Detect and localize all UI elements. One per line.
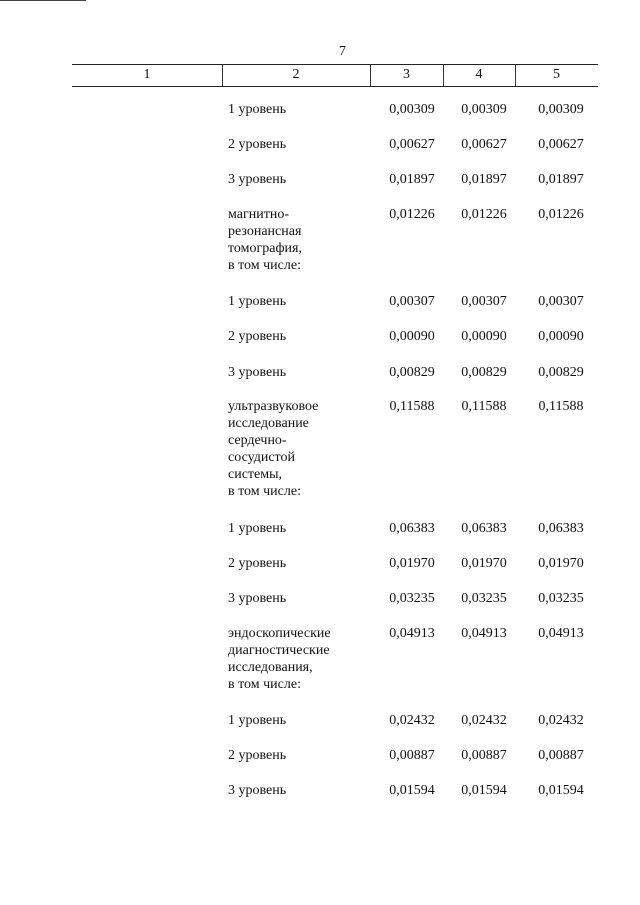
value-col-5: 0,01226 <box>538 207 584 222</box>
value-col-4: 0,03235 <box>461 591 507 606</box>
value-col-5: 0,00829 <box>538 365 584 380</box>
value-col-5: 0,03235 <box>538 591 584 606</box>
value-col-3: 0,03235 <box>389 591 435 606</box>
value-col-4: 0,04913 <box>461 626 507 641</box>
value-col-3: 0,00307 <box>389 294 435 309</box>
row-label: магнитно- резонансная томография, в том числе: <box>228 207 302 273</box>
value-col-5: 0,06383 <box>538 521 584 536</box>
row-label: ультразвуковое исследование сердечно- сосудистой системы, в том числе: <box>228 399 319 499</box>
value-col-5: 0,00090 <box>538 329 584 344</box>
row-label: 1 уровень <box>228 713 287 728</box>
value-col-3: 0,00627 <box>389 137 435 152</box>
value-col-4: 0,00887 <box>461 748 507 763</box>
column-header-5: 5 <box>553 67 560 82</box>
value-col-5: 0,00627 <box>538 137 584 152</box>
row-label: 2 уровень <box>228 748 287 763</box>
column-header-3: 3 <box>403 67 410 82</box>
value-col-5: 0,02432 <box>538 713 584 728</box>
value-col-3: 0,01897 <box>389 172 435 187</box>
value-col-5: 0,01970 <box>538 556 584 571</box>
value-col-3: 0,02432 <box>389 713 435 728</box>
value-col-3: 0,04913 <box>389 626 435 641</box>
page-number: 7 <box>339 44 346 59</box>
value-col-5: 0,04913 <box>538 626 584 641</box>
value-col-4: 0,01970 <box>461 556 507 571</box>
row-label: 1 уровень <box>228 521 287 536</box>
value-col-4: 0,00307 <box>461 294 507 309</box>
value-col-4: 0,01226 <box>461 207 507 222</box>
value-col-4: 0,00829 <box>461 365 507 380</box>
column-header-4: 4 <box>475 67 483 82</box>
value-col-3: 0,01594 <box>389 783 435 798</box>
column-header-1: 1 <box>143 67 151 82</box>
value-col-3: 0,00090 <box>389 329 435 344</box>
row-label: 2 уровень <box>228 329 287 344</box>
value-col-4: 0,06383 <box>461 521 507 536</box>
value-col-5: 0,01594 <box>538 783 584 798</box>
row-label: 3 уровень <box>228 365 287 380</box>
row-label: 1 уровень <box>228 294 287 309</box>
value-col-3: 0,00887 <box>389 748 435 763</box>
value-col-5: 0,11588 <box>538 399 584 414</box>
value-col-4: 0,01594 <box>461 783 507 798</box>
value-col-4: 0,00309 <box>461 102 507 117</box>
value-col-3: 0,06383 <box>389 521 435 536</box>
value-col-5: 0,00887 <box>538 748 584 763</box>
value-col-4: 0,01897 <box>461 172 507 187</box>
value-col-3: 0,00309 <box>389 102 435 117</box>
value-col-3: 0,11588 <box>389 399 435 414</box>
value-col-5: 0,00309 <box>538 102 584 117</box>
row-label: 3 уровень <box>228 783 287 798</box>
value-col-4: 0,02432 <box>461 713 507 728</box>
value-col-3: 0,01226 <box>389 207 435 222</box>
value-col-3: 0,00829 <box>389 365 435 380</box>
column-header-2: 2 <box>292 67 300 82</box>
value-col-5: 0,01897 <box>538 172 584 187</box>
row-label: эндоскопические диагностические исследования, в том числе: <box>228 626 331 692</box>
row-label: 1 уровень <box>228 102 287 117</box>
value-col-5: 0,00307 <box>538 294 584 309</box>
row-label: 2 уровень <box>228 556 287 571</box>
value-col-4: 0,00627 <box>461 137 507 152</box>
value-col-3: 0,01970 <box>389 556 435 571</box>
row-label: 2 уровень <box>228 137 287 152</box>
row-label: 3 уровень <box>228 591 287 606</box>
value-col-4: 0,11588 <box>461 399 507 414</box>
value-col-4: 0,00090 <box>461 329 507 344</box>
row-label: 3 уровень <box>228 172 287 187</box>
